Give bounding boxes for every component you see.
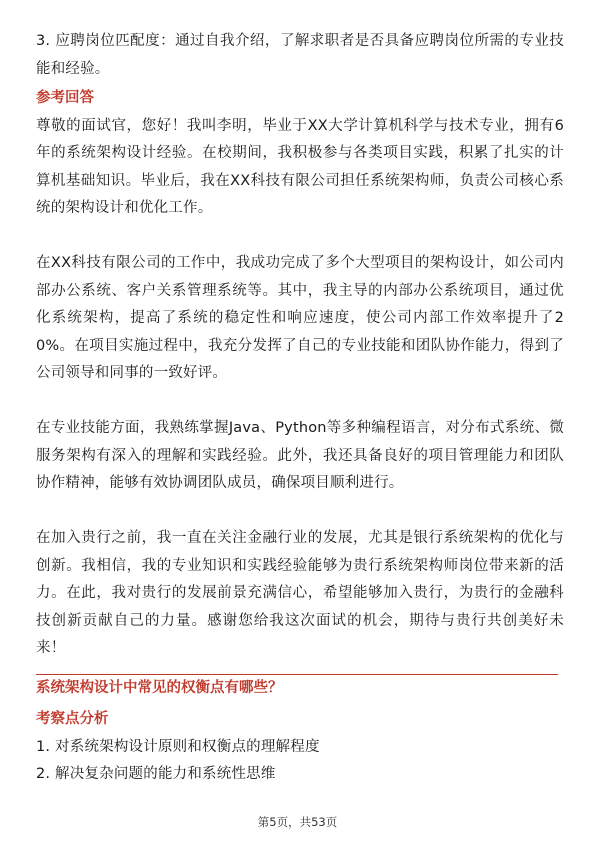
analysis-item-1: 1. 对系统架构设计原则和权衡点的理解程度 <box>36 738 320 755</box>
answer-paragraph-2: 在XX科技有限公司的工作中，我成功完成了多个大型项目的架构设计，如公司内部办公系统、客户关系管理系统等。其中，我主导的内部办公系统项目，通过优化系统架构，提高了系统的稳定性和响应速度，使公司内部工作效率提升了20%。在项目实施过程中，我充分发挥了自己的专业技能和团队协作能力，得到了公司领导和同事的一致好评。 <box>36 255 564 381</box>
analysis-heading: 考察点分析 <box>36 711 109 727</box>
answer-paragraph-4: 在加入贵行之前，我一直在关注金融行业的发展，尤其是银行系统架构的优化与创新。我相信，我的专业知识和实践经验能够为贵行系统架构师岗位带来新的活力。在此，我对贵行的发展前景充满信心，希望能够加入贵行，为贵行的金融科技创新贡献自己的力量。感谢您给我这次面试的机会，期待与贵行共创美好未来！ <box>36 530 564 656</box>
intro-item: 3. 应聘岗位匹配度：通过自我介绍，了解求职者是否具备应聘岗位所需的专业技能和经验。 <box>36 33 564 77</box>
analysis-item-2: 2. 解决复杂问题的能力和系统性思维 <box>36 766 276 782</box>
reference-heading: 参考回答 <box>36 90 94 106</box>
section-divider <box>36 674 558 675</box>
paragraph-gap <box>36 498 564 526</box>
next-question: 系统架构设计中常见的权衡点有哪些？ <box>36 679 283 696</box>
paragraph-gap <box>36 388 564 416</box>
answer-paragraph-1: 尊敬的面试官，您好！我叫李明，毕业于XX大学计算机科学与技术专业，拥有6年的系统架构设计经验。在校期间，我积极参与各类项目实践，积累了扎实的计算机基础知识。毕业后，我在XX科技有限公司担任系统架构师，负责公司核心系统的架构设计和优化工作。 <box>36 117 564 216</box>
answer-paragraph-3: 在专业技能方面，我熟练掌握Java、Python等多种编程语言，对分布式系统、微服务架构有深入的理解和实践经验。此外，我还具备良好的项目管理能力和团队协作精神，能够有效协调团队成员，确保项目顺利进行。 <box>36 420 564 491</box>
paragraph-gap <box>36 223 564 251</box>
page-footer: 第5页，共53页 <box>257 815 338 829</box>
